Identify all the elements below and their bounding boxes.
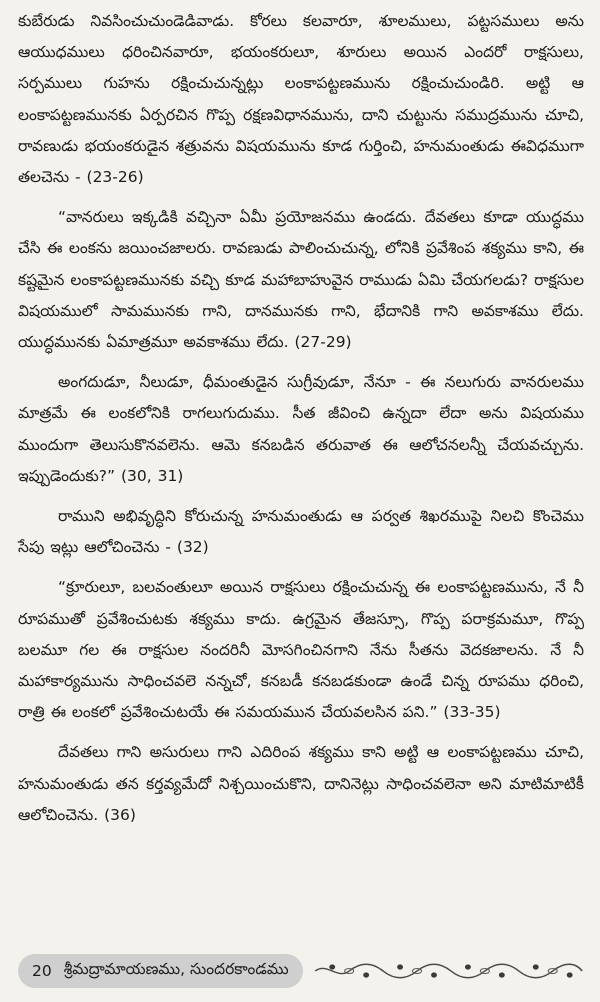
paragraph-2: “వానరులు ఇక్కడికి వచ్చినా ఏమీ ప్రయోజనము ఉండదు. దేవతలు కూడా యుద్ధము చేసి ఈ లంకను జయించజాలరు. రావణుడు పాలించుచున్న, లోనికి ప్రవేశింప శక్యము కాని, ఈ కష్టమైన లంకాపట్టణమునకు వచ్చి కూడ మహాబాహువైన రాముడు ఏమి చేయగలడు? రాక్షసుల విషయములో సామమునకు గాని, దానమునకు గాని, భేదానికి గాని అవకాశము లేదు. యుద్ధమునకు ఏమాత్రమూ అవకాశము లేదు. (27-29) [18,208,584,352]
paragraph-1: కుబేరుడు నివసించుచుండెడివాడు. కోరలు కలవారూ, శూలములు, పట్టసములు అను ఆయుధములు ధరించినవారూ, భయంకరులూ, శూరులు అయిన ఎందరో రాక్షసులు, సర్పములు గుహను రక్షించుచున్నట్లు లంకాపట్టణమును రక్షించుచుండిరి. అట్టి ఆ లంకాపట్టణమునకు ఏర్పరచిన గొప్ప రక్షణవిధానమును, దాని చుట్టును సముద్రమును చూచి, రావణుడు భయంకరుడైన శత్రువను విషయమును కూడ గుర్తించి, హనుమంతుడు ఈవిధముగా తలచెను - (23-26) [18,12,584,187]
paragraph-4: రాముని అభివృద్ధిని కోరుచున్న హనుమంతుడు ఆ పర్వత శిఖరముపై నిలచి కొంచెము సేపు ఇట్లు ఆలోచించెను - (32) [18,507,584,557]
page-footer [18,952,584,990]
body-text [18,6,584,840]
page-number: 20 [32,962,52,980]
paragraph-5: “క్రూరులూ, బలవంతులూ అయిన రాక్షసులు రక్షించుచున్న ఈ లంకాపట్టణమును, నే నీ రూపముతో ప్రవేశించుటకు శక్యము కాదు. ఉగ్రమైన తేజస్సూ, గొప్ప పరాక్రమమూ, గొప్ప బలమూ గల ఈ రాక్షసుల నందరినీ మోసగించినగాని నేను సీతను వెదకజాలను. నే నీ మహాకార్యమును సాధించవలె నన్నచో, కనబడీ కనబడకుండా ఉండే చిన్న రూపము ధరించి, రాత్రి ఈ లంకలో ప్రవేశించుటయే ఈ సమయమున చేయవలసిన పని.” (33-35) [18,578,584,722]
floral-border-ornament-icon [313,960,584,982]
running-title: శ్రీమద్రామాయణము, సుందరకాండము [63,960,289,978]
running-footer-pill [18,954,303,988]
paragraph-3: అంగదుడూ, నీలుడూ, ధీమంతుడైన సుగ్రీవుడూ, నేనూ - ఈ నలుగురు వానరులము మాత్రమే ఈ లంకలోనికి రాగలుగుదుము. సీత జీవించి ఉన్నదా లేదా అను విషయము ముందుగా తెలుసుకొనవలెను. ఆమె కనబడిన తరువాత ఈ ఆలోచనలన్నీ చేయవచ్చును. ఇప్పుడెందుకు?” (30, 31) [18,373,584,485]
paragraph-6: దేవతలు గాని అసురులు గాని ఎదిరింప శక్యము కాని అట్టి ఆ లంకాపట్టణము చూచి, హనుమంతుడు తన కర్తవ్యమేదో నిశ్చయించుకొని, దానినెట్లు సాధించవలెనా అని మాటిమాటికీ ఆలోచించెను. (36) [18,743,584,824]
